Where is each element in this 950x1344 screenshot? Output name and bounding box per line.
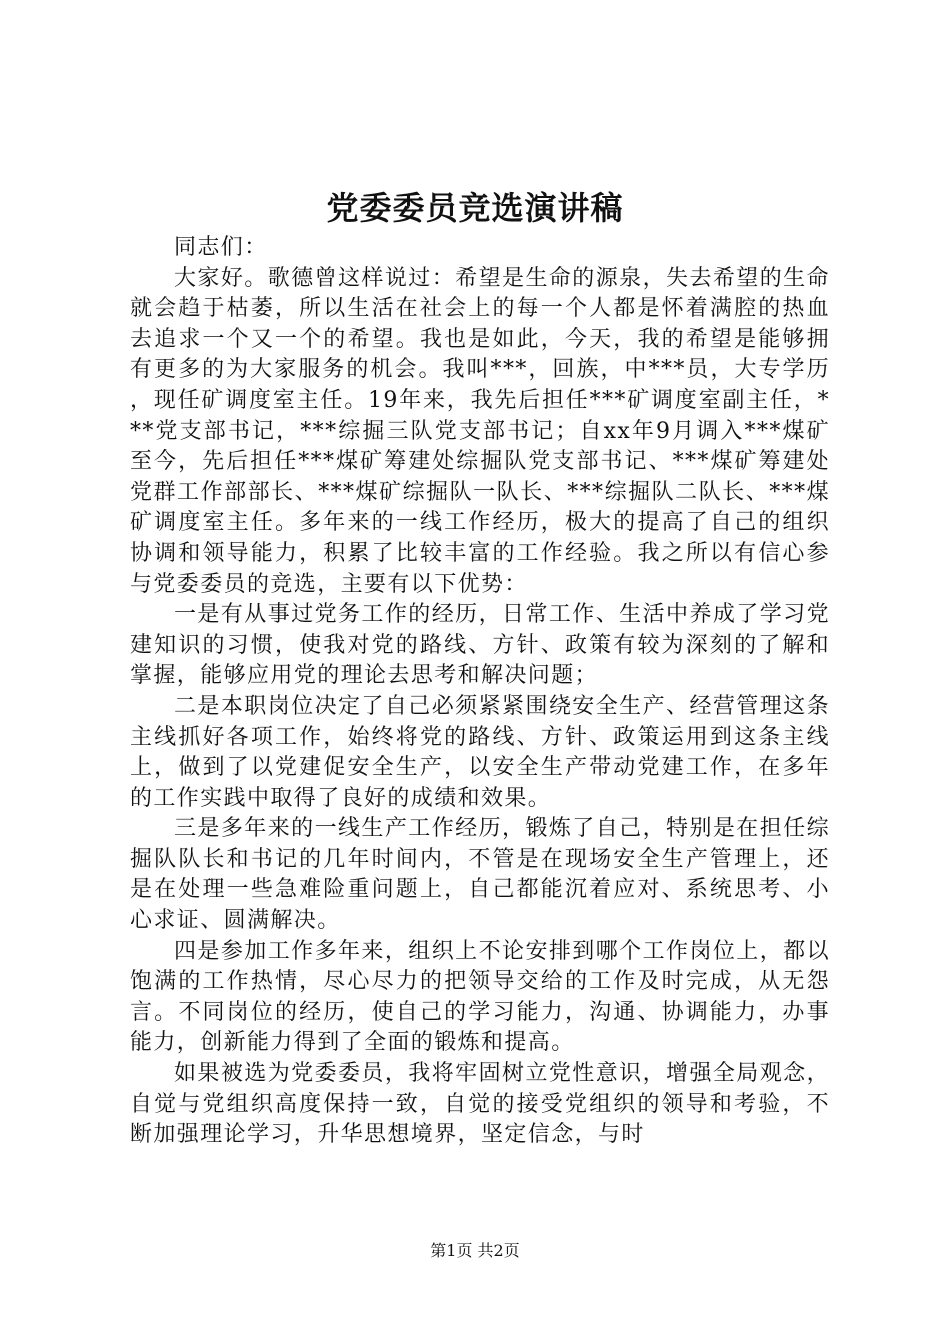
advantage-four-paragraph: 四是参加工作多年来，组织上不论安排到哪个工作岗位上，都以饱满的工作热情，尽心尽力的把领导交给的工作及时完成，从无怨言。不同岗位的经历，使自己的学习能力，沟通、协调能力，办事能力，创新能力得到了全面的锻炼和提高。 [130,938,830,1056]
advantage-three-paragraph: 三是多年来的一线生产工作经历，锻炼了自己，特别是在担任综掘队队长和书记的几年时间内，不管是在现场安全生产管理上，还是在处理一些急难险重问题上，自己都能沉着应对、系统思考、小心求证、圆满解决。 [130,816,830,934]
advantage-one-paragraph: 一是有从事过党务工作的经历，日常工作、生活中养成了学习党建知识的习惯，使我对党的路线、方针、政策有较为深刻的了解和掌握，能够应用党的理论去思考和解决问题； [130,602,830,689]
commitment-paragraph: 如果被选为党委委员，我将牢固树立党性意识，增强全局观念，自觉与党组织高度保持一致，自觉的接受党组织的领导和考验，不断加强理论学习，升华思想境界，坚定信念，与时 [130,1061,830,1148]
document-body [130,233,830,1151]
advantage-two-paragraph: 二是本职岗位决定了自己必须紧紧围绕安全生产、经营管理这条主线抓好各项工作，始终将党的路线、方针、政策运用到这条主线上，做到了以党建促安全生产，以安全生产带动党建工作，在多年的工作实践中取得了良好的成绩和效果。 [130,693,830,811]
document-title: 党委委员竞选演讲稿 [326,189,624,227]
page-number-footer: 第1页 共2页 [430,1241,520,1260]
intro-paragraph: 大家好。歌德曾这样说过：希望是生命的源泉，失去希望的生命就会趋于枯萎，所以生活在社会上的每一个人都是怀着满腔的热血去追求一个又一个的希望。我也是如此，今天，我的希望是能够拥有更多的为大家服务的机会。我叫***，回族，中***员，大专学历，现任矿调度室主任。19年来，我先后担任***矿调度室副主任，***党支部书记，***综掘三队党支部书记；自xx年9月调入***煤矿至今，先后担任***煤矿筹建处综掘队党支部书记、***煤矿筹建处党群工作部部长、***煤矿综掘队一队长、***综掘队二队长、***煤矿调度室主任。多年来的一线工作经历，极大的提高了自己的组织协调和领导能力，积累了比较丰富的工作经验。我之所以有信心参与党委委员的竞选，主要有以下优势： [130,265,830,597]
greeting-paragraph: 同志们： [174,235,268,260]
